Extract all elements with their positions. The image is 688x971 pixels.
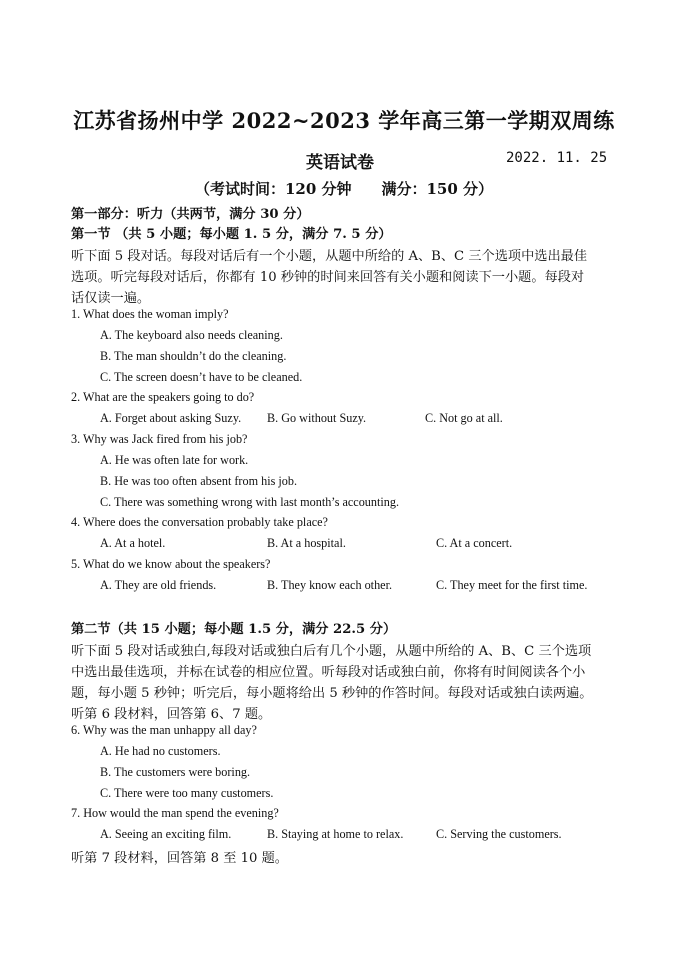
section1-instruction-line: 话仅读一遍。 [71,291,151,306]
answer-option: B. He was too often absent from his job. [100,474,297,488]
section2-instruction-line: 中选出最佳选项，并标在试卷的相应位置。听每段对话或独白前，你将有时间阅读各个小 [71,665,586,680]
answer-option: A. He was often late for work. [100,453,249,467]
answer-option: B. They know each other. [267,578,393,592]
answer-option: A. At a hotel. [100,536,166,550]
exam-title: 江苏省扬州中学 2022~2023 学年高三第一学期双周练 [73,108,615,133]
answer-option: C. Serving the customers. [436,827,562,841]
exam-time-score: （考试时间：120 分钟 满分：150 分） [194,180,494,198]
answer-option: B. Staying at home to relax. [267,827,404,841]
section2-instruction-line: 听第 6 段材料，回答第 6、7 题。 [71,707,272,722]
section1-instruction-line: 选项。听完每段对话后，你都有 10 秒钟的时间来回答有关小题和阅读下一小题。每段对 [71,270,585,285]
part1-heading: 第一部分：听力（共两节，满分 30 分） [71,207,310,222]
exam-subject: 英语试卷 [306,153,374,173]
answer-option: B. At a hospital. [267,536,346,550]
section2-heading: 第二节（共 15 小题；每小题 1.5 分，满分 22.5 分） [71,622,397,637]
section1-instruction-line: 听下面 5 段对话。每段对话后有一个小题，从题中所给的 A、B、C 三个选项中选出最佳 [71,249,588,264]
next-material-note: 听第 7 段材料，回答第 8 至 10 题。 [71,851,288,866]
answer-option: B. The man shouldn’t do the cleaning. [100,349,287,363]
section1-heading: 第一节 （共 5 小题；每小题 1. 5 分，满分 7. 5 分） [71,227,392,242]
question-stem: 6. Why was the man unhappy all day? [71,723,257,737]
section2-instruction-line: 听下面 5 段对话或独白,每段对话或独白后有几个小题，从题中所给的 A、B、C 三个选项 [71,644,592,659]
answer-option: C. Not go at all. [425,411,503,425]
section2-instruction-line: 题，每小题 5 秒钟；听完后，每小题将给出 5 秒钟的作答时间。每段对话或独白读两遍。 [71,686,593,701]
answer-option: A. Seeing an exciting film. [100,827,232,841]
answer-option: C. There were too many customers. [100,786,274,800]
answer-option: A. He had no customers. [100,744,221,758]
question-stem: 5. What do we know about the speakers? [71,557,271,571]
question-stem: 4. Where does the conversation probably take place? [71,515,328,529]
answer-option: C. They meet for the first time. [436,578,588,592]
answer-option: B. The customers were boring. [100,765,251,779]
answer-option: A. They are old friends. [100,578,217,592]
question-stem: 1. What does the woman imply? [71,307,229,321]
answer-option: A. The keyboard also needs cleaning. [100,328,283,342]
question-stem: 2. What are the speakers going to do? [71,390,255,404]
answer-option: B. Go without Suzy. [267,411,367,425]
answer-option: C. There was something wrong with last month’s accounting. [100,495,400,509]
answer-option: C. At a concert. [436,536,513,550]
question-stem: 3. Why was Jack fired from his job? [71,432,248,446]
question-stem: 7. How would the man spend the evening? [71,806,279,820]
exam-date: 2022. 11. 25 [506,150,608,166]
answer-option: A. Forget about asking Suzy. [100,411,242,425]
answer-option: C. The screen doesn’t have to be cleaned. [100,370,303,384]
